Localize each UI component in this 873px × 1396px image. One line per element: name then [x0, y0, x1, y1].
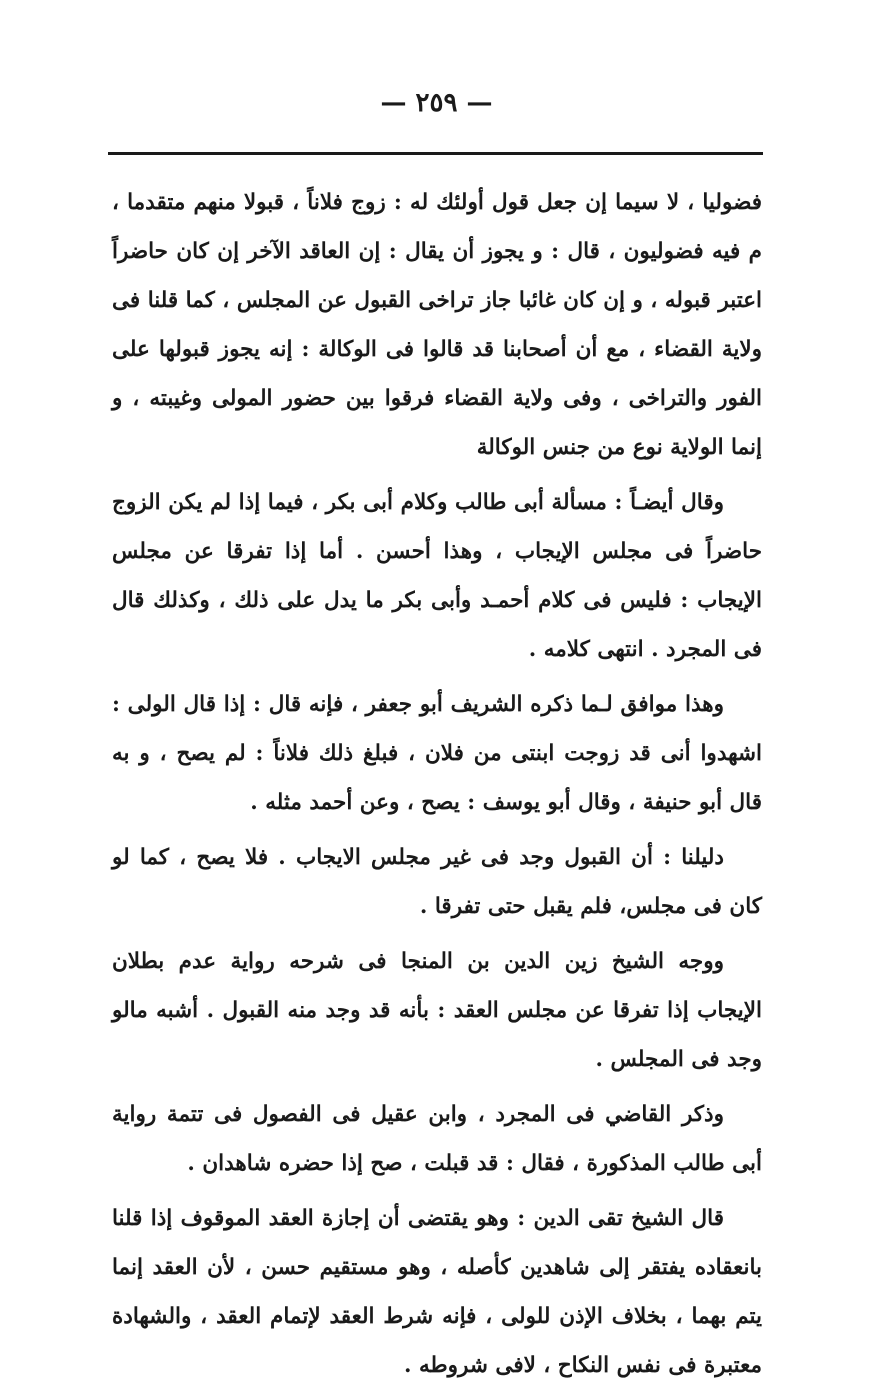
- paragraph: دليلنا : أن القبول وجد فى غير مجلس الايجاب . فلا يصح ، كما لو كان فى مجلس، فلم يقبل حتى تفرقا .: [112, 845, 762, 919]
- page-number: — ٢٥٩ —: [380, 88, 493, 118]
- paragraph: ووجه الشيخ زين الدين بن المنجا فى شرحه رواية عدم بطلان الإيجاب إذا تفرقا عن مجلس العقد : بأنه قد وجد منه القبول . أشبه مالو وجد فى المجلس .: [112, 949, 762, 1072]
- body-text: [112, 178, 762, 1396]
- paragraph: قال الشيخ تقى الدين : وهو يقتضى أن إجازة العقد الموقوف إذا قلنا بانعقاده يفتقر إلى شاهدين كأصله ، وهو مستقيم حسن ، لأن العقد إنما يتم بهما ، بخلاف الإذن للولى ، فإنه شرط العقد لإتمام العقد ، والشهادة معتبرة فى نفس النكاح ، لافى شروطه .: [112, 1206, 762, 1378]
- paragraph: وقال أيضـاً : مسألة أبى طالب وكلام أبى بكر ، فيما إذا لم يكن الزوج حاضراً فى مجلس الإيجاب ، وهذا أحسن . أما إذا تفرقا عن مجلس الإيجاب : فليس فى كلام أحمـد وأبى بكر ما يدل على ذلك ، وكذلك قال فى المجرد . انتهى كلامه .: [112, 490, 762, 662]
- paragraph: وذكر القاضي فى المجرد ، وابن عقيل فى الفصول فى تتمة رواية أبى طالب المذكورة ، فقال : قد قبلت ، صح إذا حضره شاهدان .: [112, 1102, 762, 1176]
- header-rule: [108, 152, 763, 155]
- paragraph: فضوليا ، لا سيما إن جعل قول أولئك له : زوج فلاناً ، قبولا منهم متقدما ، م فيه فضوليون ، قال : و يجوز أن يقال : إن العاقد الآخر إن كان حاضراً اعتبر قبوله ، و إن كان غائبا جاز تراخى القبول عن المجلس ، كما قلنا فى ولاية القضاء ، مع أن أصحابنا قد قالوا فى الوكالة : إنه يجوز قبولها على الفور والتراخى ، وفى ولاية القضاء فرقوا بين حضور المولى وغيبته ، و إنما الولاية نوع من جنس الوكالة: [112, 190, 762, 460]
- paragraph: وهذا موافق لـما ذكره الشريف أبو جعفر ، فإنه قال : إذا قال الولى : اشهدوا أنى قد زوجت ابنتى من فلان ، فبلغ ذلك فلاناً : لم يصح ، و به قال أبو حنيفة ، وقال أبو يوسف : يصح ، وعن أحمد مثله .: [112, 692, 762, 815]
